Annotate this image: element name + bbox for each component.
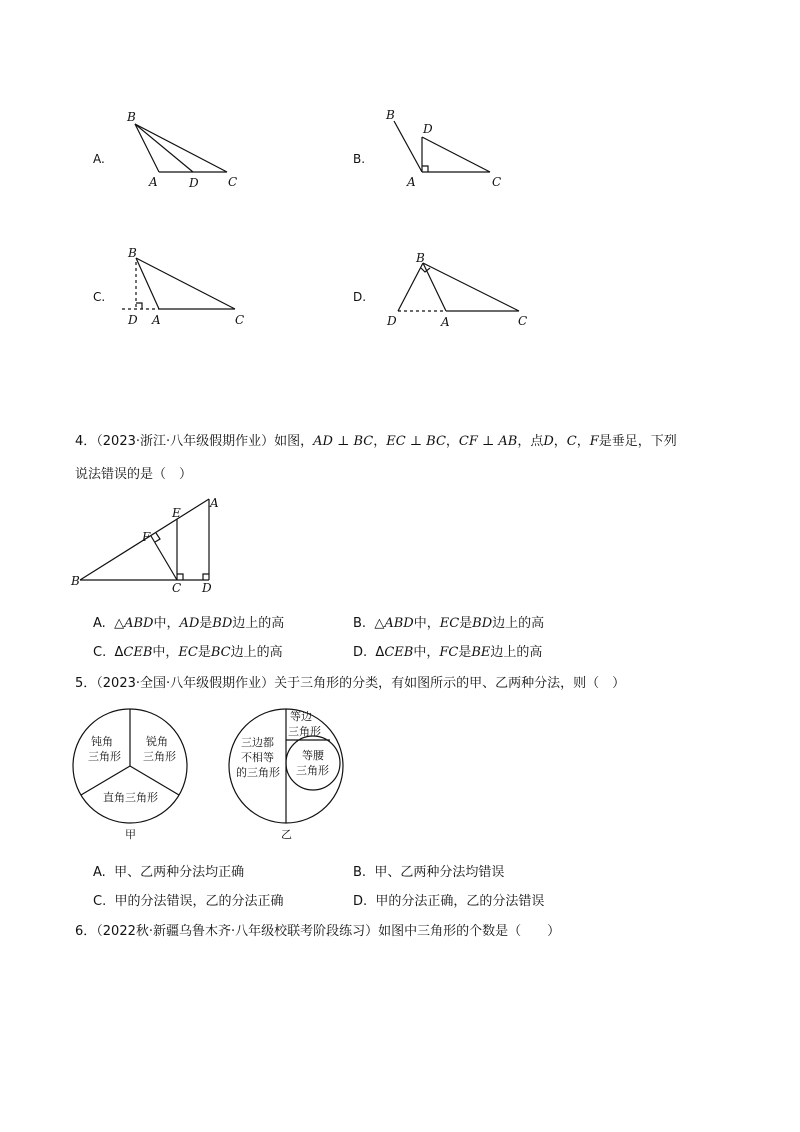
q5-option-b-letter: B. [353,865,367,880]
q4-sep-1: ， [373,434,387,449]
label-f: F [142,530,151,544]
q3-option-b-letter: B. [353,152,366,166]
q4-text-1: 如图， [274,434,314,449]
label-d: D [128,313,138,327]
q4-option-c-p4: 边上的高 [230,645,283,660]
q4-point-c: C [566,434,577,449]
label-a: A [149,175,158,189]
yi-iso-line-2: 三角形 [296,764,329,777]
q4-option-c-p2: 中， [152,645,179,660]
q5-number: 5． [75,676,97,691]
q4-option-b-base: BD [472,616,493,631]
q5-option-a[interactable] [93,861,244,880]
q3-option-d-letter: D. [353,290,367,304]
q5-option-d-letter: D. [353,894,368,909]
q5-option-c-letter: C. [93,894,107,909]
label-a: A [152,313,161,327]
label-b: B [71,574,80,588]
label-c: C [235,313,245,327]
label-b: B [127,110,136,124]
q5-option-c-text: 甲的分法错误，乙的分法正确 [114,894,284,909]
q4-cond-2: EC ⊥ BC [386,434,446,449]
q4-option-b-p1: △ [374,616,385,631]
q4-sep-4: ， [576,434,590,449]
q4-option-a-p3: 是 [199,616,213,631]
label-e: E [172,506,181,520]
q4-option-b-seg: EC [439,616,460,631]
yi-iso-circle [286,736,340,790]
q4-option-a-p2: 中， [153,616,180,631]
yi-iso-line-1: 等腰 [302,749,324,762]
q4-option-d-p2: 中， [413,645,440,660]
q4-option-b-p2: 中， [413,616,440,631]
q4-option-a-letter: A. [93,616,106,631]
q4-option-c-p1: Δ [114,645,124,660]
yi-equi-line-2: 三角形 [288,725,321,738]
q4-option-a-base: BD [212,616,233,631]
q5-option-d-text: 甲的分法正确，乙的分法错误 [375,894,545,909]
q5-option-b-text: 甲、乙两种分法均错误 [374,865,505,880]
jia-obtuse-line-2: 三角形 [88,750,121,763]
label-d: D [189,176,199,190]
label-a: A [441,315,450,329]
label-b: B [128,246,137,260]
q4-point-f: F [589,434,599,449]
q6-stem [75,920,560,939]
q5-option-d[interactable] [353,890,544,909]
label-d: D [202,581,212,595]
q4-option-d-p3: 是 [458,645,472,660]
q4-option-b-p3: 是 [459,616,473,631]
q4-option-a-tri: ABD [124,616,154,631]
q5-option-a-text: 甲、乙两种分法均正确 [114,865,245,880]
q4-text-2: ，点 [517,434,544,449]
label-c: C [172,581,182,595]
label-d: D [387,314,397,328]
q4-stem-line-2: 说法错误的是（ ） [75,467,193,482]
q4-sep-2: ， [445,434,459,449]
q6-text: 如图中三角形的个数是（ ） [378,924,561,939]
q4-option-c-tri: CEB [123,645,153,660]
yi-caption: 乙 [281,828,292,841]
jia-acute-line-2: 三角形 [143,750,176,763]
q3-option-c-letter: C. [93,290,106,304]
label-c: C [518,314,528,328]
q4-option-b-letter: B. [353,616,367,631]
q4-option-c-letter: C. [93,645,107,660]
label-b: B [416,251,425,265]
q4-option-b-p4: 边上的高 [492,616,545,631]
label-b: B [386,108,395,122]
q5-text: 关于三角形的分类，有如图所示的甲、乙两种分法，则（ ） [274,676,626,691]
q4-option-c-seg: EC [178,645,198,660]
label-a: A [407,175,416,189]
label-c: C [492,175,502,189]
yi-scalene-line-1: 三边都 [241,736,274,749]
q4-option-c-p3: 是 [197,645,211,660]
q4-option-a-p1: △ [114,616,125,631]
q4-option-d-p1: Δ [375,645,385,660]
q4-sep-3: ， [553,434,567,449]
q4-option-d-seg: FC [439,645,459,660]
q4-point-d: D [543,434,554,449]
q4-option-a-seg: AD [179,616,200,631]
q4-option-d-letter: D. [353,645,368,660]
jia-caption: 甲 [125,828,136,841]
q4-option-a-p4: 边上的高 [232,616,285,631]
q6-number: 6． [75,924,97,939]
q4-option-b-tri: ABD [384,616,414,631]
yi-scalene-line-3: 的三角形 [236,766,280,779]
jia-right: 直角三角形 [103,791,158,804]
q4-number: 4． [75,434,97,449]
yi-equi-line-1: 等边 [290,710,312,723]
label-a: A [210,496,219,510]
jia-acute-line-1: 锐角 [146,735,168,748]
q4-text-3: 是垂足，下列 [598,434,677,449]
q5-option-b[interactable] [353,861,504,880]
q4-cond-1: AD ⊥ BC [313,434,374,449]
q5-option-a-letter: A. [93,865,106,880]
jia-obtuse-line-1: 钝角 [91,735,113,748]
q4-source: （2023·浙江·八年级假期作业） [96,434,275,449]
q5-option-c[interactable] [93,890,284,909]
label-c: C [228,175,238,189]
yi-scalene-line-2: 不相等 [241,751,274,764]
q4-cond-3: CF ⊥ AB [458,434,518,449]
q3-option-a-letter: A. [93,152,105,166]
q6-source: （2022秋·新疆乌鲁木齐·八年级校联考阶段练习） [96,924,379,939]
q4-option-d-p4: 边上的高 [490,645,543,660]
q4-option-d-tri: CEB [384,645,414,660]
label-d: D [423,122,433,136]
q4-option-c-base: BC [210,645,231,660]
q5-source: （2023·全国·八年级假期作业） [96,676,275,691]
q4-option-d-base: BE [471,645,491,660]
